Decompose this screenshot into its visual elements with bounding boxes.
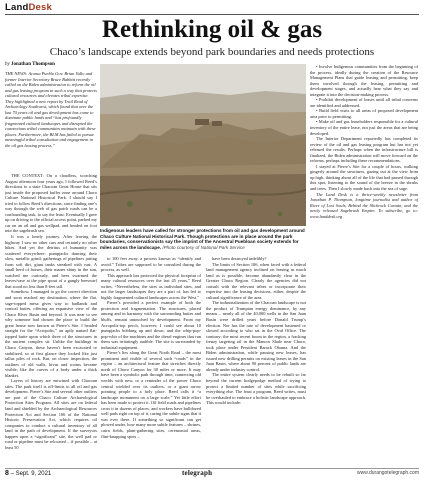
article-column-1: [5, 173, 97, 465]
paragraph: have been destroyed indelibly?: [212, 256, 267, 261]
section-kicker-desk: Desk: [28, 2, 53, 13]
photo-caption: [100, 228, 306, 250]
paragraph: The limits of Section 106, when faced with a federal land management agency inclined on leasing as much land as is possible, become abundantly clear in the Greater Chaco Region. Clearly the agencies did not consult with the relevant tribes or incorporate their expertise into the leasing decisions, either, despite the cultural significance of the area.: [206, 261, 306, 300]
byline: [5, 62, 55, 67]
author-bio: The Land Desk is a thrice-weekly newsletter from Jonathan P. Thompson, longtime journalist and author of River of Lost Souls, Behind the Slickrock Curtain, and the newly released Sagebrush Empire. To subscribe, go to: www.landdesk.org: [310, 191, 418, 219]
section-kicker: [5, 2, 52, 13]
byline-author: Jonathan Thompson: [10, 62, 55, 67]
intro-blurb: THE NEWS: Acoma Pueblo Gov. Brian Vallo and former Interior Secretary Bruce Babbitt recently called on the Biden administration to reform the oil and gas leasing program in such a way that protects cultural resources and elevates tribal expertise. They highlighted a new report by Trail Read of Archaeology Southwest, which found that over the last 70 years oil and gas development has come to dominate public lands and “has profoundly fragmented cultural landscapes and disrupted the connections tribal communities maintain with these places. Furthermore, the BLM has failed to pursue meaningful tribal consultation and engagement in the oil gas leasing process.”: [5, 71, 97, 148]
paragraph: • Build field visits to all areas of proposed development area prior to permitting.: [310, 108, 418, 119]
photo-credit: /Photo courtesy of National Park Service: [162, 244, 245, 250]
paragraph: The Interior Department reportedly has completed its review of the oil and gas leasing program but has not yet released the results. Perhaps when the infrastructure bill is finalized, the Biden administration will move forward on the reforms, perhaps including these recommendations.: [310, 136, 418, 164]
paragraph: The industrialization of the Chacoan landscape is not the product of Trumpian energy dominance, by any means – nearly all of the 40,000 wells in the San Juan Basin were drilled years before Donald Trump’s election. Nor has the rate of development hastened or slowed according to who sat in the Oval Office. The contrary: the most recent boom in the region, a fracking frenzy targeting oil in the Mancos Shale near Chaco, took place under President Barack Obama. And the Biden administration, while pausing new leases, has issued new drilling permits on existing leases in the San Juan Basin, where about 90 percent of public lands are already under industry control.: [206, 300, 306, 372]
landscape-photo: [100, 64, 306, 226]
paragraph: • Involve Indigenous communities from the beginning of the process, ideally during the creation of the Resource Management Plans that guide leasing and permitting, keep them involved through the leasing, permitting and development stages, and actually hear what they say and integrate it into the decision-making process.: [310, 64, 418, 97]
issue-date: Sept. 9, 2021: [15, 471, 52, 477]
article-column-2: [101, 256, 201, 465]
paragraph: I stayed at Pierre’s Site for a couple of hours, walking gingerly around the structures, gazing out at the view from up high, thinking about all of the life that had passed through this spot, listening to the sound of the breeze in the shrubs and trees. Then I slowly made back into the sea of sage.: [310, 163, 418, 192]
photo-caption-text: Indigenous leaders have called for stronger protections from oil and gas development around Chaco Culture National Historical Park. Though protections are in place around the park boundaries, conservationists say the imprint of the Ancestral Puebloan society extends for miles across the landscape.: [100, 228, 305, 250]
byline-prefix: by: [5, 62, 10, 67]
subheadline: Chaco’s landscape extends beyond park boundaries and needs protections: [49, 46, 375, 58]
paragraph: This approach has protected the physical footprint of many cultural resources over the last 45 years,” Reed writes. “Nevertheless, the sites as individual sites, and not the larger landscapes they are a part of, has led to highly fragmented cultural landscapes across the West.”: [101, 272, 201, 300]
footer-page-info: 8 – Sept. 9, 2021: [5, 470, 52, 477]
paragraph: The entire system clearly needs to be rebuilt so far beyond the current hodgepodge method of trying to protect a limited number of sites while sacrificing everything else. The least a program, Reed writes, must be overhauled to embrace a holistic landscape approach. This would include:: [206, 372, 306, 406]
landscape-photo-drawing: [100, 64, 306, 226]
paragraph: • Make oil and gas leaseholders responsible for a cultural inventory of the entire lease, not just the areas that are being developed.: [310, 119, 418, 136]
article-column-3: [206, 256, 306, 465]
page-number: 8: [5, 470, 9, 477]
publication-url: www.durangotelegraph.com: [357, 470, 419, 476]
paragraph: Pierre’s lies along the Great North Road – the most prominent and visible of several such “roads” in the region – an architectural feature that stretches directly north of Chaco Canyon for 30 miles or more. It may have been a symbolic path through time, connecting old worlds with new, or a reminder of the power Chaco central wielded over its outliers, or a giant arrow pointing people to a holy place. Reed calls it “a landscape monument on a large scale.” Yet little effort has been made to protect it. Oil field roads and pipelines cross it in dozens of places, and workers have bulldozed well pads right on top of it, razing the subtle signs that it was ever there. If something so significant can get plowed under, how many more subtle features – shrines, cairn fields, plant-gathering sites, ceremonial areas, flint-knapping spots –: [101, 350, 201, 439]
paragraph: • Prohibit development of leases until all tribal concerns are identified and addressed.: [310, 97, 418, 108]
publication-name: telegraph: [182, 469, 213, 477]
paragraph: Layers of history are entwined with Chacoan sites. The park itself is off-limits to all oil and gas development. Pierre’s Site and several other outliers are part of the Chaco Culture Archaeological Protection Sites Program. All sites are on federal land and shielded by the Archaeological Resources Protection Act and Section 106 of the National Historic Preservation Act, which requires oil companies to conduct a cultural inventory of all land in the path of development. If the surveyors happen upon a “significant” site, the well pad or road or pipeline must be relocated – if possible – at least 50: [5, 378, 97, 450]
paragraph: Somehow, I managed to go the correct direction and soon reached my destination, where the flat, sage-topped mesa gives way to badlands and conical buttes, offering an expansive view of the Chaco River Basin and beyond. It was near to see why someone had chosen the place to build the great house now known as Pierre’s Site. I headed straight for the “Acropolis,” an aptly named flat-topped butte upon which three of the structures in the ancient complex sit. Unlike the buildings in Chaco Canyon, these haven’t been excavated or stabilized, so at first glance they looked like just tallus piles of rock. But, on closer inspection, the outlines of old walls, kivas and rooms became visible, like the curves of a body under a thick blanket.: [5, 289, 97, 378]
section-kicker-land: Land: [5, 2, 29, 13]
headline: Rethinking oil & gas: [101, 16, 323, 43]
paragraph: THE CONTEXT: On a cloudless, scorching August afternoon four years ago, I followed Reed’s directions to a state Chacoan Great House that sits just inside the proposed buffer zone around Chaco Culture National Historical Park. I should say I tried to follow Reed’s directions, since finding one’s way through the web of gas patch roads can be a confounding task, to say the least. Eventually I gave up on driving to the official access point, parked my car on an oil and gas wellpad, and headed on foot into the sagebrush sea.: [5, 173, 97, 234]
article-column-4: [310, 64, 418, 465]
paragraph: Pierre’s provided a perfect example of both the protection and fragmentation. The structures, placed among and in harmony with the surrounding buttes and bluffs, remain untouched by development. From my Acropolis-top perch, however, I could see about 10 pumpjacks bobbing up and down, and the whip-pop-pop-whir of the machines and the diesel engines that run them was irritatingly audible. The site is surrounded by industrial equipment.: [101, 300, 201, 350]
paragraph: to 100 feet away, a process known as “identify and avoid.” Tribes are supposed to be consulted during the process, as well.: [101, 256, 201, 273]
paragraph: It was a lonely journey. After leaving the highway I saw no other cars and certainly no other hikes. And yet the detritus of humanity was scattered everywhere: pumpjacks dancing their slow, metallic grind; gatherings of pipelines jutting from soft dirt, giant tanks streaked with rust. A small herd of horses, their manes shiny in the sun, watched me curiously, and bees swarmed the leaves/vase at the pipe spout of a gangly beeswarf that stood no less than 8-feet tall.: [5, 234, 97, 289]
top-rule: [5, 14, 419, 15]
